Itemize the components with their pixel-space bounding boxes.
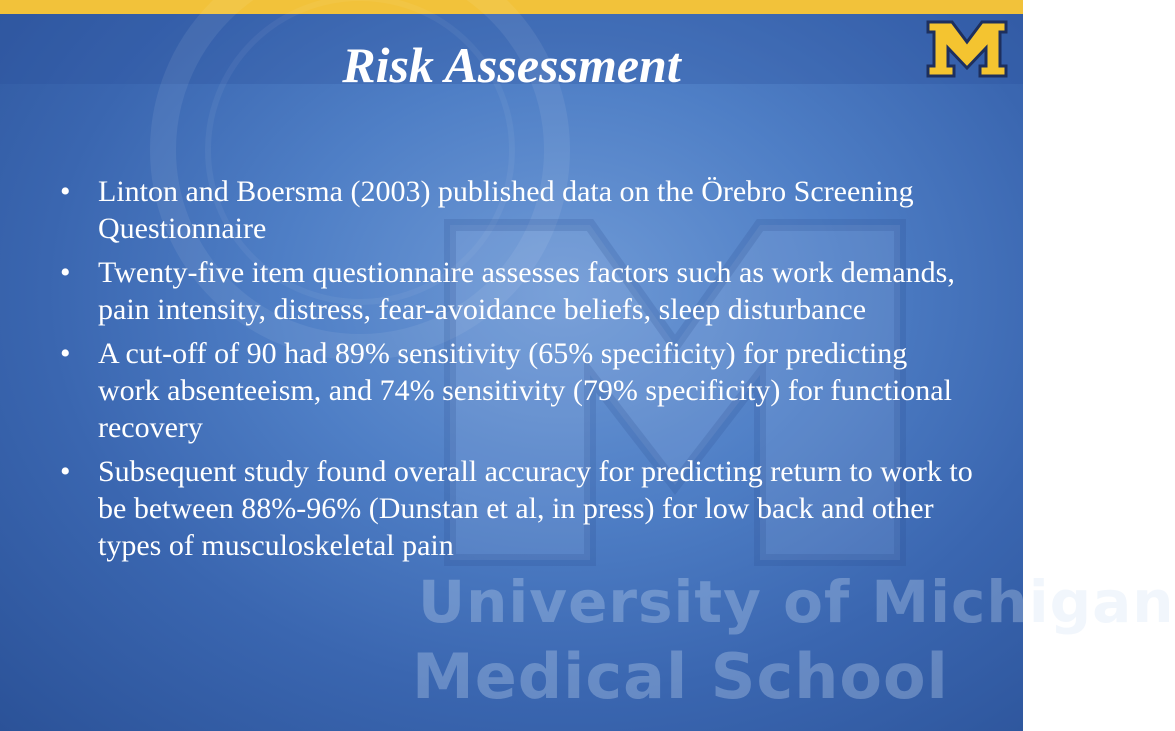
watermark-line-2: Medical School xyxy=(412,640,949,713)
bullet-text-1: Linton and Boersma (2003) published data on the Örebro Screening Questionnaire xyxy=(98,175,914,245)
slide-title: Risk Assessment xyxy=(342,37,681,93)
bullet-item-2 xyxy=(54,254,974,328)
bullet-text-4: Subsequent study found overall accuracy for predicting return to work to be between 88%-96% (Dunstan et al, in press) for low back and other types of musculoskeletal pain xyxy=(98,455,973,562)
bullet-dot: • xyxy=(60,337,71,370)
bullet-dot: • xyxy=(60,175,71,208)
bullet-item-4 xyxy=(54,453,974,564)
bullet-text-2: Twenty-five item questionnaire assesses factors such as work demands, pain intensity, distress, fear-avoidance beliefs, sleep disturbance xyxy=(98,256,955,326)
bullet-dot: • xyxy=(60,455,71,488)
block-m-logo-icon xyxy=(926,18,1008,80)
bullet-item-3 xyxy=(54,335,974,446)
bullet-item-1 xyxy=(54,173,974,247)
watermark-line-1: University of Michigan xyxy=(418,568,1175,636)
bullet-text-3: A cut-off of 90 had 89% sensitivity (65% specificity) for predicting work absenteeism, and 74% sensitivity (79% specificity) for functional recovery xyxy=(98,337,952,444)
bullet-dot: • xyxy=(60,256,71,289)
bullet-list xyxy=(54,173,974,571)
